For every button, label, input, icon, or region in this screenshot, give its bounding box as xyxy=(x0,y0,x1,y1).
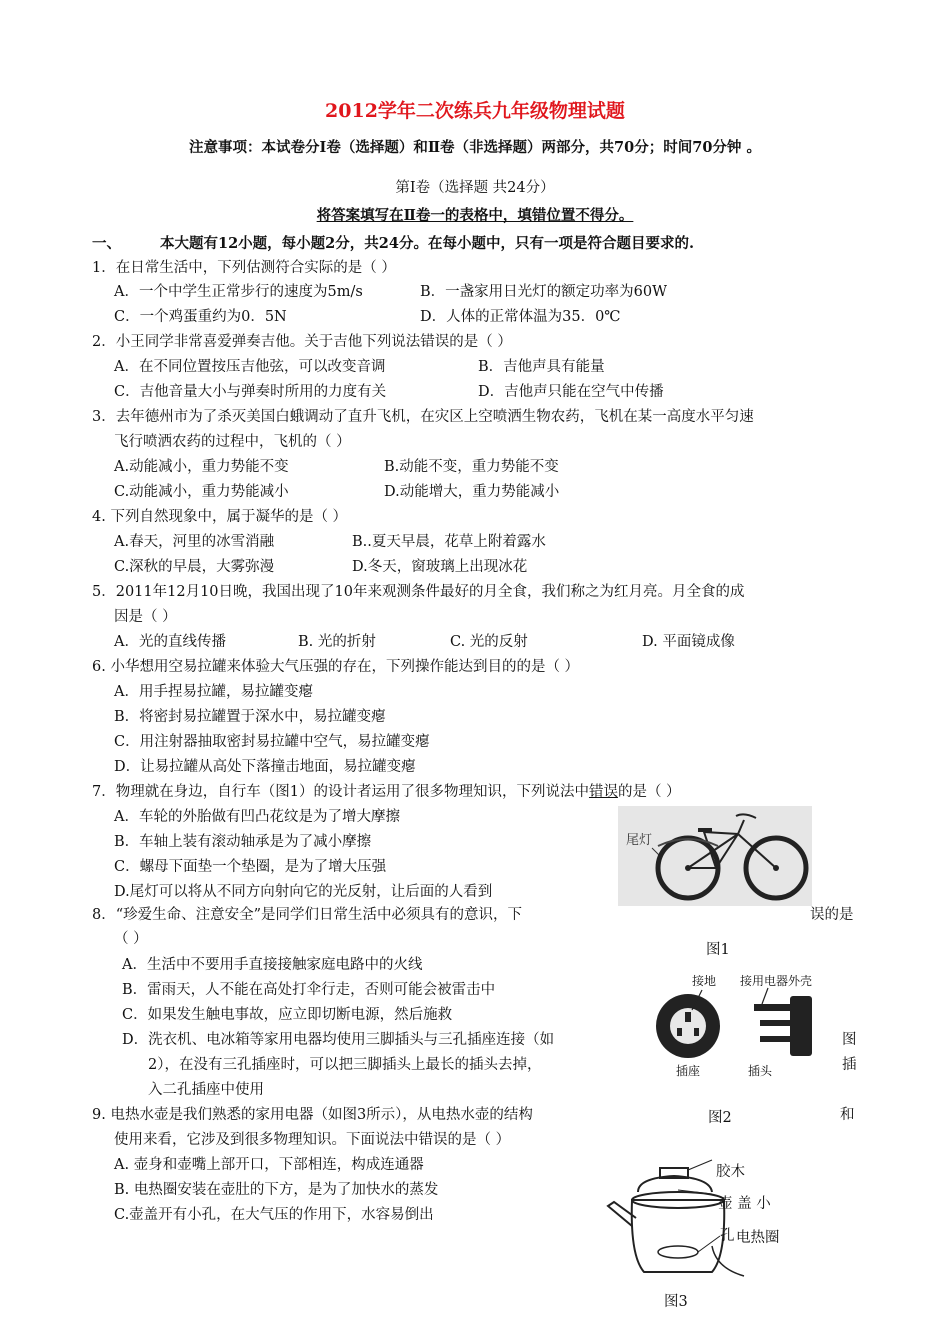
fig3-caption: 图3 xyxy=(664,1294,688,1310)
q3-option-d: D.动能增大，重力势能减小 xyxy=(384,484,560,500)
q2-option-b: B．吉他声具有能量 xyxy=(478,359,605,375)
q8-option-b: B．雷雨天，人不能在高处打伞行走，否则可能会被雷击中 xyxy=(122,982,496,998)
q7-option-b: B．车轴上装有滚动轴承是为了减小摩擦 xyxy=(114,834,372,850)
q9-option-b: B. 电热圈安装在壶肚的下方，是为了加快水的蒸发 xyxy=(114,1182,439,1198)
q9-option-a: A. 壶身和壶嘴上部开口，下部相连，构成连通器 xyxy=(114,1157,424,1173)
fig1-tail-light-label: 尾灯 xyxy=(626,833,653,848)
socket-plug-figure xyxy=(650,986,830,1064)
q7-option-a: A．车轮的外胎做有凹凸花纹是为了增大摩擦 xyxy=(114,809,400,825)
section-instructions: 本大题有12小题，每小题2分，共24分。在每小题中，只有一项是符合题目要求的. xyxy=(160,235,694,252)
q6-option-b: B．将密封易拉罐置于深水中，易拉罐变瘪 xyxy=(114,709,386,725)
q5-option-b: B. 光的折射 xyxy=(298,634,376,650)
q6-option-c: C．用注射器抽取密封易拉罐中空气，易拉罐变瘪 xyxy=(114,734,430,750)
fig3-lid-hole-label: 壶 盖 小 xyxy=(718,1196,771,1212)
q3-stem-line2: 飞行喷洒农药的过程中，飞机的（ ） xyxy=(114,434,351,450)
q7-stem-end: 的是（ ） xyxy=(617,784,681,800)
q3-option-a: A.动能减小，重力势能不变 xyxy=(114,459,289,475)
q7-option-c: C．螺母下面垫一个垫圈，是为了增大压强 xyxy=(114,859,387,875)
q1-stem: 1．在日常生活中，下列估测符合实际的是（ ） xyxy=(92,260,396,276)
q5-option-a: A．光的直线传播 xyxy=(114,634,226,650)
q8-option-d-line2: 2），在没有三孔插座时，可以把三脚插头上最长的插头去掉， xyxy=(148,1057,542,1073)
q4-option-b: B..夏天早晨，花草上附着露水 xyxy=(352,534,546,550)
q6-option-a: A．用手捏易拉罐，易拉罐变瘪 xyxy=(114,684,313,700)
q8-option-d-line3: 入二孔插座中使用 xyxy=(148,1082,264,1098)
bicycle-figure xyxy=(618,806,812,906)
q5-stem-line1: 5．2011年12月10日晚，我国出现了10年来观测条件最好的月全食，我们称之为红月亮。月全食的成 xyxy=(92,584,745,600)
q2-option-c: C．吉他音量大小与弹奏时所用的力度有关 xyxy=(114,384,387,400)
answer-note: 将答案填写在Ⅱ卷一的表格中，填错位置不得分。 xyxy=(316,207,634,224)
q1-option-d: D．人体的正常体温为35．0℃ xyxy=(420,309,621,325)
q1-option-a: A．一个中学生正常步行的速度为5m/s xyxy=(114,284,363,300)
notice: 注意事项：本试卷分Ⅰ卷（选择题）和Ⅱ卷（非选择题）两部分，共70分；时间70分钟 。 xyxy=(189,139,761,156)
q5-option-d: D. 平面镜成像 xyxy=(642,634,735,650)
q6-stem: 6. 小华想用空易拉罐来体验大气压强的存在，下列操作能达到目的的是（ ） xyxy=(92,659,580,675)
q4-option-a: A.春天，河里的冰雪消融 xyxy=(114,534,275,550)
q4-option-c: C.深秋的早晨，大雾弥漫 xyxy=(114,559,275,575)
page-title: 2012学年二次练兵九年级物理试题 xyxy=(325,100,625,122)
section-number: 一、 xyxy=(92,235,121,252)
kettle-figure xyxy=(604,1156,824,1288)
q5-stem-line2: 因是（ ） xyxy=(114,609,177,625)
q1-option-b: B．一盏家用日光灯的额定功率为60W xyxy=(420,284,668,300)
part-label: 第Ⅰ卷（选择题 共24分） xyxy=(395,180,555,196)
q7-option-d: D.尾灯可以将从不同方向射向它的光反射，让后面的人看到 xyxy=(114,884,493,900)
fig3-bakelite-label: 胶木 xyxy=(716,1164,745,1180)
q3-option-b: B.动能不变，重力势能不变 xyxy=(384,459,559,475)
q9-option-c: C.壶盖开有小孔，在大气压的作用下，水容易倒出 xyxy=(114,1207,434,1223)
fig3-hole-label: 孔 xyxy=(720,1228,735,1244)
q8-option-d-line2-end: 插 xyxy=(842,1057,857,1073)
q7-stem-emphasis: 错误 xyxy=(588,784,618,800)
q9-stem-line1: 9. 电热水壶是我们熟悉的家用电器（如图3所示），从电热水壶的结构 xyxy=(92,1107,533,1123)
q9-stem-line1-end: 和 xyxy=(840,1107,855,1123)
fig2-caption: 图2 xyxy=(708,1110,732,1126)
q3-option-c: C.动能减小，重力势能减小 xyxy=(114,484,289,500)
q4-option-d: D.冬天，窗玻璃上出现冰花 xyxy=(352,559,528,575)
q6-option-d: D．让易拉罐从高处下落撞击地面，易拉罐变瘪 xyxy=(114,759,416,775)
fig2-ground-label: 接地 xyxy=(692,974,717,988)
q8-paren: （ ） xyxy=(114,931,148,947)
fig2-case-label: 接用电器外壳 xyxy=(740,974,813,988)
q8-option-d-line1: D．洗衣机、电冰箱等家用电器均使用三脚插头与三孔插座连接（如 xyxy=(122,1032,555,1048)
q1-option-c: C．一个鸡蛋重约为0．5N xyxy=(114,309,287,325)
q9-stem-line2: 使用来看，它涉及到很多物理知识。下面说法中错误的是（ ） xyxy=(114,1132,511,1148)
q2-stem: 2．小王同学非常喜爱弹奏吉他。关于吉他下列说法错误的是（ ） xyxy=(92,334,512,350)
q2-option-d: D．吉他声只能在空气中传播 xyxy=(478,384,664,400)
q3-stem-line1: 3．去年德州市为了杀灭美国白蛾调动了直升飞机，在灾区上空喷洒生物农药，飞机在某一高度水平匀速 xyxy=(92,409,754,425)
q8-option-d-line1-end: 图 xyxy=(842,1032,857,1048)
q8-stem-end: 误的是 xyxy=(810,907,854,923)
q4-stem: 4. 下列自然现象中，属于凝华的是（ ） xyxy=(92,509,348,525)
q7-stem-text: 7．物理就在身边，自行车（图1）的设计者运用了很多物理知识，下列说法中 xyxy=(92,784,589,800)
q8-option-a: A．生活中不要用手直接接触家庭电路中的火线 xyxy=(122,957,423,973)
q2-option-a: A．在不同位置按压吉他弦，可以改变音调 xyxy=(114,359,386,375)
fig3-heater-label: 电热圈 xyxy=(736,1230,780,1246)
q8-stem: 8．“珍爱生命、注意安全”是同学们日常生活中必须具有的意识，下 xyxy=(92,907,523,923)
q8-option-c: C．如果发生触电事故，应立即切断电源，然后施救 xyxy=(122,1007,453,1023)
fig1-caption: 图1 xyxy=(706,942,730,958)
fig2-socket-label: 插座 xyxy=(676,1064,701,1078)
q7-stem xyxy=(92,780,681,801)
fig2-plug-label: 插头 xyxy=(748,1064,773,1078)
q5-option-c: C. 光的反射 xyxy=(450,634,528,650)
